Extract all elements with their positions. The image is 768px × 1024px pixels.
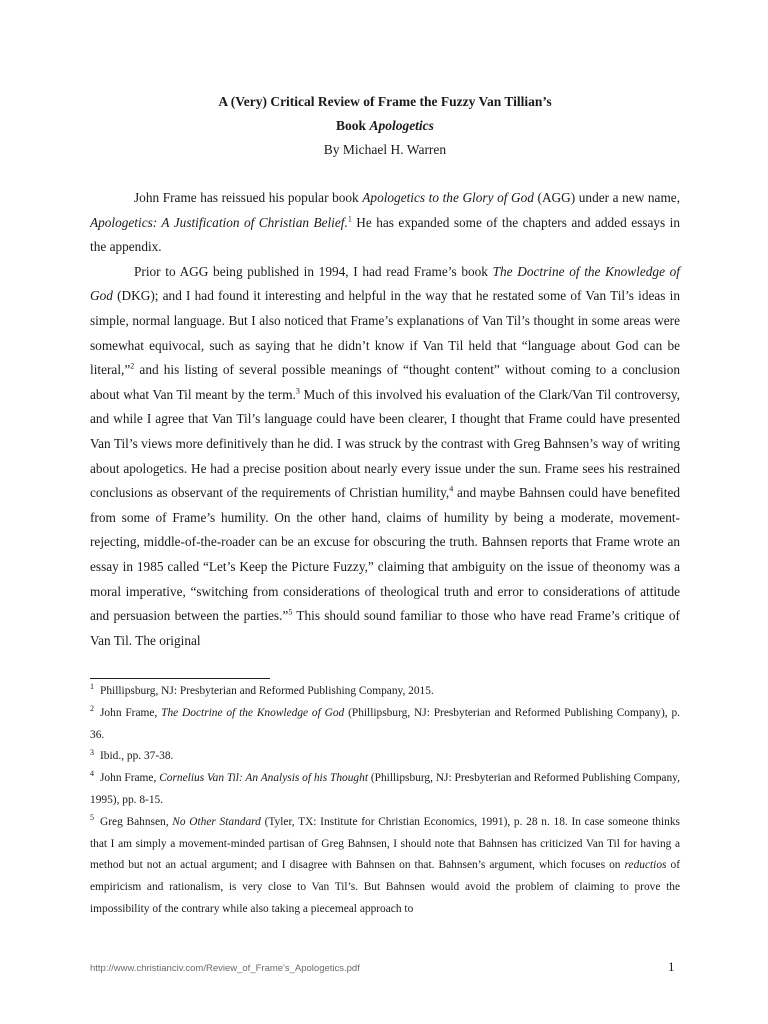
footnote-text: Phillipsburg, NJ: Presbyterian and Reformed Publishing Company, 2015. [100,685,434,697]
footnote-text: (Phillipsburg, NJ: Presbyterian and Reformed Publishing Company), p. 36. [90,706,680,741]
footnote-ref-1[interactable]: 1 [347,214,352,224]
author-byline [90,138,680,162]
footnote-book-title: Cornelius Van Til: An Analysis of his Thought [159,772,368,785]
title-text: A (Very) Critical Review of Frame the Fuzzy Van Tillian’s [218,94,552,109]
footnote-5 [90,812,680,921]
footnote-number: 5 [90,812,94,822]
footnote-book-title: The Doctrine of the Knowledge of God [161,706,345,719]
footnote-text: Greg Bahnsen, [100,815,173,828]
footnote-ref-2[interactable]: 2 [130,361,135,371]
paragraph-1 [90,186,680,260]
text-run: (DKG); and I had found it interesting and helpful in the way that he restated some of Van Til’s ideas in simple, normal language. But I also noticed that Frame’s explanations of Van Til’s thought in some areas were somewhat equivocal, such as saying that he didn’t know if Van Til held that “language about God can be literal,” [90,288,680,378]
footnote-4 [90,768,680,812]
footnote-ref-3[interactable]: 3 [295,386,300,396]
text-run: He has expanded some of the chapters and added essays in the appendix. [90,214,680,255]
book-title: Apologetics: A Justification of Christian Belief. [90,214,348,230]
text-run: John Frame has reissued his popular book [134,190,363,205]
footnote-number: 2 [90,704,94,713]
footnote-emphasis: reductios [624,859,667,872]
document-body [90,186,680,653]
paragraph-2 [90,260,680,654]
footnote-number: 1 [90,682,94,692]
footnotes [90,681,680,921]
footnote-ref-5[interactable]: 5 [288,607,293,617]
text-run: (AGG) under a new name, [533,190,681,205]
text-run: and his listing of several possible meanings of “thought content” without coming to a conclusion about what Van Til meant by the term. [90,362,680,402]
footnote-text: John Frame, [100,706,162,719]
footnote-book-title: No Other Standard [172,815,261,828]
footnote-1 [90,681,680,703]
text-run: Much of this involved his evaluation of the Clark/Van Til controversy, and while I agree that Van Til’s language could have been clearer, I thought that Frame could have presented Van Til’s views more definitively than he did. I was struck by the contrast with Greg Bahnsen’s way of writing about apologetics. He had a precise position about nearly every issue under the sun. Frame sees his restrained conclusions as observant of the requirements of Christian humility, [90,386,681,501]
footnote-text: (Tyler, TX: Institute for Christian Economics, 1991), p. 28 n. 18. In case someone thinks that I am simply a movement-minded partisan of Greg Bahnsen, I should note that Bahnsen has criticized Van Til for having a method but not an actual argument; and I disagree with Bahnsen on that. Bahnsen’s argument, which focuses on [90,815,680,872]
footnote-number: 3 [90,747,94,757]
book-title: The Doctrine of the Knowledge of God [90,263,680,304]
footnote-ref-4[interactable]: 4 [449,484,454,494]
byline-text: By Michael H. Warren [323,142,447,157]
text-run: Prior to AGG being published in 1994, I had read Frame’s book [134,263,493,279]
text-run: This should sound familiar to those who have read Frame’s critique of Van Til. The original [90,608,680,648]
footnote-number: 4 [90,769,94,779]
book-title: Apologetics to the Glory of God [362,190,534,205]
footer-url-link[interactable]: http://www.christianciv.com/Review_of_Frame's_Apologetics.pdf [90,963,360,974]
title-book-name: Apologetics [369,118,434,133]
page-number: 1 [668,959,675,974]
document-title-line-2 [90,114,680,138]
footnote-3 [90,746,680,768]
document-title-line-1 [90,90,680,114]
footnote-text: John Frame, [100,772,160,785]
text-run: and maybe Bahnsen could have benefited from some of Frame’s humility. On the other hand, claims of humility by being a moderate, movement-rejecting, middle-of-the-roader can be an excuse for obscuring the truth. Bahnsen reports that Frame wrote an essay in 1985 called “Let’s Keep the Picture Fuzzy,” claiming that ambiguity on the issue of theonomy was a moral imperative, “switching from considerations of theological truth and error to considerations of attitude and persuasion between the parties.” [90,485,680,624]
footnote-text: Ibid., pp. 37-38. [100,750,174,763]
footnote-text: (Phillipsburg, NJ: Presbyterian and Reformed Publishing Company, 1995), pp. 8-15. [90,772,680,806]
footnote-text: of empiricism and rationalism, is very close to Van Til’s. But Bahnsen would avoid the problem of claiming to prove the impossibility of the contrary while also taking a piecemeal approach to [90,859,680,915]
footnote-separator [90,678,270,679]
footnote-2 [90,703,680,747]
title-prefix: Book [336,118,370,133]
